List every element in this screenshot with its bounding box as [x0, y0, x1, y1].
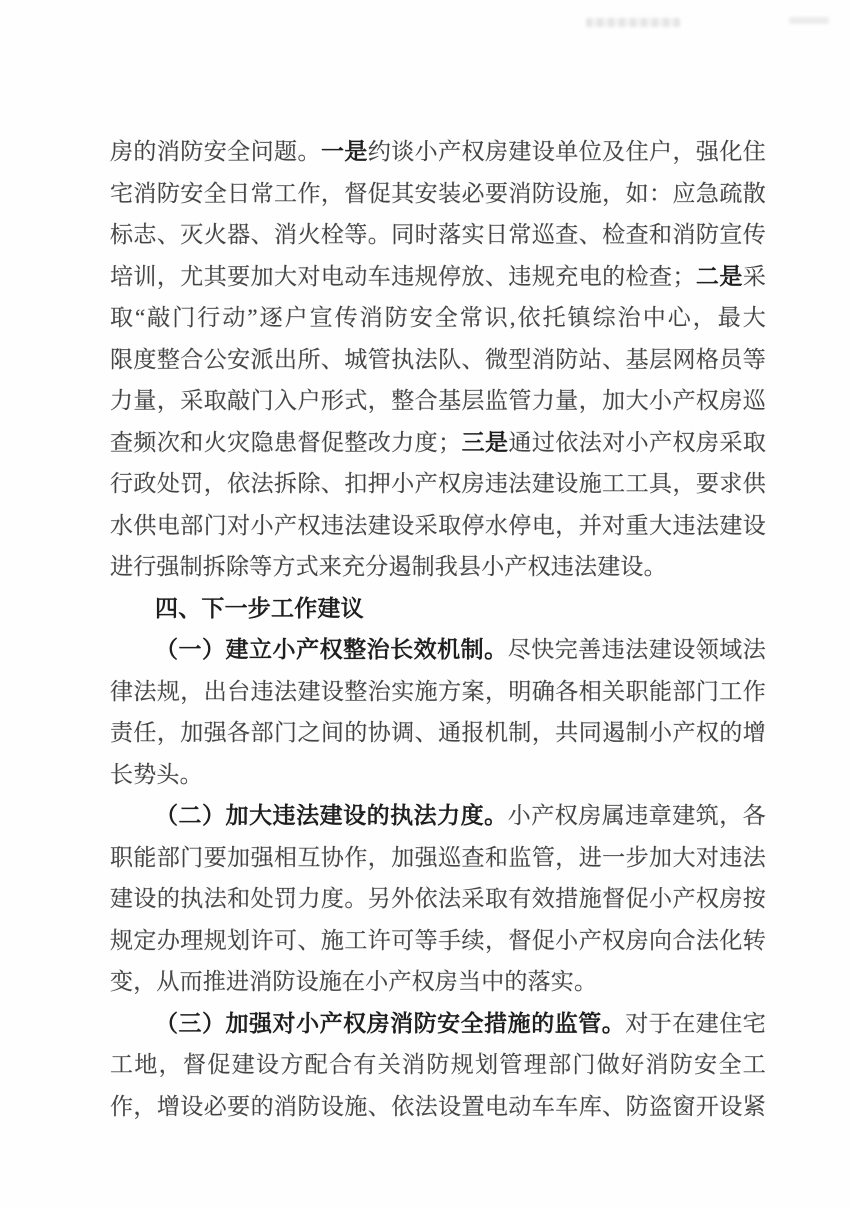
text-run: 力量，采取敲门入户形式，整合基层监管力量，加大小产权房巡: [110, 388, 766, 413]
bold-text-run: 一是: [320, 138, 368, 164]
text-run: 长势头。: [110, 761, 203, 787]
text-line: [110, 920, 766, 962]
text-run: 作，增设必要的消防设施、依法设置电动车车库、防盗窗开设紧: [110, 1093, 766, 1119]
text-run: 工地，督促建设方配合有关消防规划管理部门做好消防安全工: [110, 1052, 766, 1077]
bold-text-run: （三）加强对小产权房消防安全措施的监管。: [155, 1009, 626, 1036]
text-line: [110, 961, 766, 1003]
text-line: [110, 505, 766, 547]
text-line: [110, 754, 766, 796]
text-line: [110, 256, 766, 298]
text-run: 律法规，出台违法建设整治实施方案，明确各相关职能部门工作: [110, 678, 766, 704]
text-run: 取“敲门行动”逐户宣传消防安全常识,依托镇综治中心，最大: [110, 305, 766, 330]
text-run: 职能部门要加强相互协作，加强巡查和监管，进一步加大对违法: [110, 844, 766, 870]
text-line: [110, 837, 766, 879]
text-run: 培训，尤其要加大对电动车违规停放、违规充电的检查；: [110, 263, 696, 289]
section-heading: [110, 588, 766, 630]
text-line: [110, 878, 766, 920]
text-run: 尽快完善违法建设领域法: [507, 637, 767, 662]
text-run: 水供电部门对小产权违法建设采取停水停电，并对重大违法建设: [110, 512, 766, 538]
text-run: 采: [742, 263, 767, 289]
text-run: 通过依法对小产权房采取: [508, 429, 767, 455]
text-line: [110, 297, 766, 339]
text-line: [110, 422, 766, 464]
bold-text-run: 三是: [461, 428, 509, 455]
text-line: [110, 214, 766, 256]
text-run: 限度整合公安派出所、城管执法队、微型消防站、基层网格员等: [110, 346, 766, 372]
text-run: 变，从而推进消防设施在小产权房当中的落实。: [110, 969, 598, 994]
text-line: [110, 463, 766, 505]
text-run: 标志、灭火器、消火栓等。同时落实日常巡查、检查和消防宣传: [110, 222, 766, 247]
bold-text-run: （一）建立小产权整治长效机制。: [155, 636, 508, 662]
text-line: [110, 339, 766, 381]
text-line: [110, 131, 766, 173]
bold-text-run: 二是: [695, 262, 743, 289]
text-run: 查频次和火灾隐患督促整改力度；: [110, 429, 462, 455]
text-line: [110, 1086, 766, 1128]
text-line: [110, 795, 766, 837]
text-line: [110, 1003, 766, 1045]
text-run: 建设的执法和处罚力度。另外依法采取有效措施督促小产权房按: [110, 886, 766, 911]
text-run: 房的消防安全问题。: [110, 139, 321, 164]
text-line: [110, 629, 766, 671]
text-run: 小产权房属违章建筑，各: [507, 803, 767, 828]
text-run: 规定办理规划许可、施工许可等手续，督促小产权房向合法化转: [110, 927, 766, 953]
text-run: 对于在建住宅: [625, 1010, 767, 1036]
bold-text-run: 四、下一步工作建议: [155, 594, 364, 621]
text-line: [110, 546, 766, 588]
text-line: [110, 380, 766, 422]
text-run: 责任，加强各部门之间的协调、通报机制，共同遏制小产权的增: [110, 720, 766, 745]
text-line: [110, 712, 766, 754]
text-line: [110, 671, 766, 713]
bold-text-run: （二）加大违法建设的执法力度。: [155, 802, 508, 828]
scan-artifact-smudge-right: [789, 17, 829, 24]
text-run: 宅消防安全日常工作，督促其安装必要消防设施，如：应急疏散: [110, 180, 766, 206]
text-line: [110, 173, 766, 215]
text-run: 行政处罚，依法拆除、扣押小产权房违法建设施工工具，要求供: [110, 471, 766, 496]
scan-artifact-smudge-left: [586, 18, 680, 27]
text-line: [110, 1044, 766, 1086]
text-block: [110, 131, 766, 1127]
text-run: 约谈小产权房建设单位及住户，强化住: [367, 139, 766, 164]
text-run: 进行强制拆除等方式来充分遏制我县小产权违法建设。: [110, 554, 667, 579]
